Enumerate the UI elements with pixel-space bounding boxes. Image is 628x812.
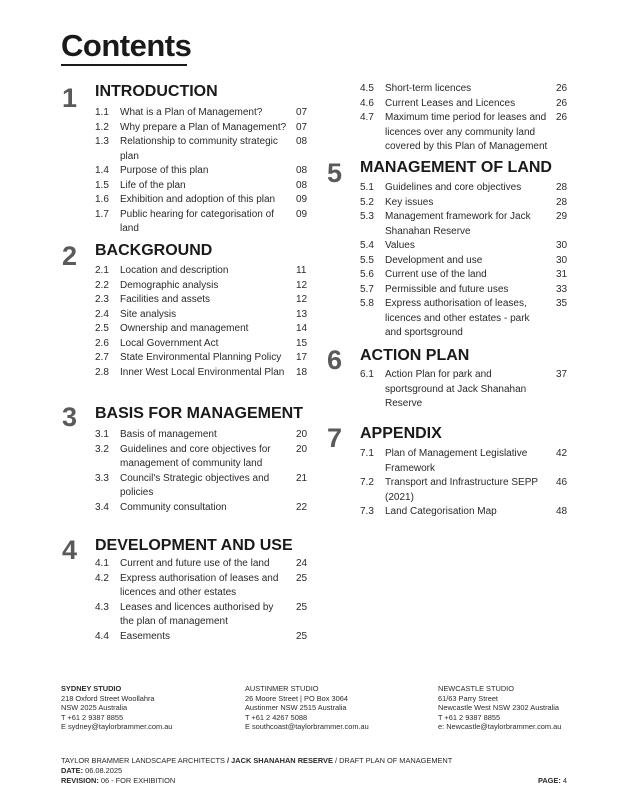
toc-entry[interactable] bbox=[95, 322, 312, 337]
toc-entry-title bbox=[120, 106, 262, 121]
toc-entry-number: 2.8 bbox=[95, 366, 109, 378]
section-title: DEVELOPMENT AND USE bbox=[95, 537, 293, 554]
toc-entry-number: 6.1 bbox=[360, 369, 374, 380]
studio-name: AUSTINMER STUDIO bbox=[245, 684, 319, 693]
toc-entry-title-line: Demographic analysis bbox=[120, 279, 219, 291]
toc-entry-title-line: Public hearing for categorisation of bbox=[120, 208, 274, 220]
studio-address-line: E southcoast@taylorbrammer.com.au bbox=[245, 722, 369, 732]
toc-entry-title-line: Reserve bbox=[385, 398, 423, 409]
toc-entry-title bbox=[385, 447, 527, 476]
toc-entry-title bbox=[385, 210, 531, 239]
toc-entry[interactable] bbox=[95, 337, 312, 352]
company-name: TAYLOR BRAMMER LANDSCAPE ARCHITECTS bbox=[61, 756, 225, 765]
toc-entry-number: 1.2 bbox=[95, 121, 109, 133]
section-number: 3 bbox=[62, 402, 78, 432]
toc-entry[interactable] bbox=[95, 193, 312, 208]
toc-entry[interactable] bbox=[360, 283, 572, 298]
toc-entry-page: 42 bbox=[556, 448, 568, 459]
meta-line-1 bbox=[61, 756, 452, 766]
toc-entry-page: 25 bbox=[296, 601, 308, 613]
toc-entry-title bbox=[385, 505, 497, 520]
toc-entry-number: 2.2 bbox=[95, 279, 109, 291]
toc-entry-page: 18 bbox=[296, 366, 308, 378]
toc-entry-page: 09 bbox=[296, 208, 308, 220]
toc-entry-number: 3.1 bbox=[95, 429, 109, 440]
toc-entry-title-line: Framework bbox=[385, 462, 436, 474]
toc-entry-number: 1.4 bbox=[95, 165, 109, 176]
toc-entry-page: 11 bbox=[296, 265, 307, 276]
toc-entry-page: 25 bbox=[296, 630, 308, 642]
toc-entry-title-line: land bbox=[120, 223, 139, 234]
section-number: 4 bbox=[62, 535, 78, 565]
page-label: PAGE: bbox=[537, 776, 561, 785]
toc-entry-title-line: Transport and Infrastructure SEPP bbox=[385, 477, 539, 488]
date-value: 06.08.2025 bbox=[83, 766, 123, 776]
toc-entry-title bbox=[120, 164, 208, 179]
toc-entry-number: 1.5 bbox=[95, 179, 109, 191]
toc-entry-page: 08 bbox=[296, 136, 308, 147]
toc-entry[interactable] bbox=[360, 254, 572, 269]
toc-entry-title-line: Shanahan Reserve bbox=[385, 225, 471, 237]
toc-entry[interactable] bbox=[360, 297, 572, 341]
toc-entry-number: 2.1 bbox=[95, 265, 109, 276]
toc-entry-title-line: licences over any community land bbox=[385, 126, 536, 138]
toc-entry-title-line: Express authorisation of leases and bbox=[120, 572, 279, 584]
toc-entry[interactable] bbox=[95, 472, 312, 501]
toc-entry-title bbox=[385, 196, 433, 211]
toc-entry-number: 4.3 bbox=[95, 601, 109, 613]
toc-entry-title-line: and sportsground bbox=[385, 327, 463, 338]
toc-entry-title bbox=[385, 111, 547, 155]
toc-entry-number: 4.6 bbox=[360, 97, 374, 109]
toc-entry-page: 24 bbox=[296, 558, 308, 569]
toc-entry-title bbox=[120, 366, 284, 381]
toc-entry-number: 5.4 bbox=[360, 240, 374, 251]
revision-value: 06 - FOR EXHIBITION bbox=[98, 776, 176, 786]
toc-entry-title-line: policies bbox=[120, 487, 154, 498]
toc-entry-title-line: covered by this Plan of Management bbox=[385, 141, 548, 152]
toc-entry-title bbox=[385, 283, 508, 298]
toc-entry[interactable] bbox=[95, 264, 312, 279]
toc-entry-title-line: Location and description bbox=[120, 265, 229, 276]
toc-entry-title bbox=[120, 630, 170, 645]
toc-entry-title-line: Plan of Management Legislative bbox=[385, 448, 528, 459]
toc-entry[interactable] bbox=[95, 179, 312, 194]
toc-entry[interactable] bbox=[95, 630, 312, 645]
section-title: APPENDIX bbox=[360, 425, 442, 442]
toc-entry[interactable] bbox=[95, 428, 312, 443]
toc-entry[interactable] bbox=[95, 572, 312, 601]
toc-entry[interactable] bbox=[95, 106, 312, 121]
studio-address-line: Austinmer NSW 2515 Australia bbox=[245, 703, 347, 713]
document-name: DRAFT PLAN OF MANAGEMENT bbox=[339, 756, 453, 765]
studio-address-line: T +61 2 9387 8855 bbox=[61, 712, 124, 722]
toc-entry-title-line: (2021) bbox=[385, 491, 414, 503]
toc-entry-page: 46 bbox=[556, 477, 568, 488]
toc-entry-page: 31 bbox=[556, 269, 568, 280]
toc-entry-title bbox=[120, 601, 273, 630]
toc-entry-title bbox=[120, 208, 274, 237]
toc-entry-number: 5.5 bbox=[360, 254, 374, 266]
toc-entry-number: 1.7 bbox=[95, 208, 109, 220]
studio-address-line: T +61 2 9387 8855 bbox=[438, 712, 501, 722]
toc-entry-title bbox=[120, 501, 227, 516]
toc-entry[interactable] bbox=[95, 293, 312, 308]
toc-entry[interactable] bbox=[360, 82, 572, 97]
toc-entry-number: 5.3 bbox=[360, 211, 374, 222]
toc-entry-title bbox=[120, 443, 271, 472]
toc-entry[interactable] bbox=[95, 351, 312, 366]
studio-address-line: 218 Oxford Street Woollahra bbox=[61, 693, 155, 703]
toc-entry-page: 15 bbox=[296, 337, 308, 349]
toc-entry-title-line: licences and other estates bbox=[120, 587, 237, 598]
toc-entry[interactable] bbox=[95, 366, 312, 381]
toc-entry-number: 3.3 bbox=[95, 472, 109, 484]
toc-entry-number: 2.6 bbox=[95, 337, 109, 349]
toc-entry-title bbox=[120, 472, 269, 501]
toc-entry-page: 21 bbox=[296, 472, 308, 484]
toc-entry-title-line: What is a Plan of Management? bbox=[120, 107, 263, 118]
toc-entry[interactable] bbox=[360, 476, 572, 505]
toc-entry-title-line: Development and use bbox=[385, 254, 483, 266]
toc-entry-title bbox=[385, 368, 526, 412]
toc-entry-title-line: Ownership and management bbox=[120, 323, 249, 334]
meta-separator: / bbox=[332, 756, 340, 765]
toc-entry-number: 1.6 bbox=[95, 194, 109, 205]
studio-address-line: E sydney@taylorbrammer.com.au bbox=[61, 722, 173, 732]
toc-entry-number: 4.4 bbox=[95, 630, 109, 642]
toc-entry[interactable] bbox=[95, 601, 312, 630]
studio-name: NEWCASTLE STUDIO bbox=[438, 684, 514, 693]
toc-entry-title bbox=[120, 322, 248, 337]
revision-label: REVISION: bbox=[61, 776, 99, 786]
toc-entry-number: 5.8 bbox=[360, 298, 374, 309]
toc-entry[interactable] bbox=[95, 308, 312, 323]
toc-entry-page: 33 bbox=[556, 283, 568, 295]
studio-address-block bbox=[438, 684, 561, 732]
toc-entry-page: 07 bbox=[296, 107, 308, 118]
toc-entry[interactable] bbox=[95, 135, 312, 164]
toc-entry-page: 09 bbox=[296, 194, 308, 205]
toc-entry-page: 26 bbox=[556, 83, 568, 94]
toc-entry-title-line: management of community land bbox=[120, 458, 263, 469]
toc-entry-title bbox=[120, 293, 210, 308]
toc-entry-title bbox=[385, 239, 415, 254]
toc-entry-title bbox=[385, 476, 538, 505]
section-number: 6 bbox=[327, 345, 343, 375]
toc-entry-title-line: Easements bbox=[120, 630, 171, 642]
toc-entry-title-line: Maximum time period for leases and bbox=[385, 112, 547, 123]
toc-entry-number: 7.1 bbox=[360, 448, 374, 459]
toc-entry-title-line: Purpose of this plan bbox=[120, 165, 209, 176]
toc-entry[interactable] bbox=[360, 181, 572, 196]
section-title: BACKGROUND bbox=[95, 242, 213, 259]
toc-entry-page: 37 bbox=[556, 369, 568, 380]
toc-entry-number: 4.5 bbox=[360, 83, 374, 94]
toc-entry-title bbox=[120, 572, 278, 601]
section-number: 1 bbox=[62, 83, 78, 113]
toc-entry-title-line: Exhibition and adoption of this plan bbox=[120, 194, 276, 205]
toc-entry[interactable] bbox=[360, 268, 572, 283]
section-title: ACTION PLAN bbox=[360, 347, 470, 364]
toc-entry-title-line: Leases and licences authorised by bbox=[120, 601, 274, 613]
toc-entry-title-line: Key issues bbox=[385, 196, 434, 208]
toc-entry-page: 17 bbox=[296, 352, 308, 363]
meta-line-3 bbox=[61, 776, 452, 786]
toc-entry-number: 4.1 bbox=[95, 558, 109, 569]
toc-entry[interactable] bbox=[95, 279, 312, 294]
toc-entry-page: 07 bbox=[296, 121, 308, 133]
toc-entry-title bbox=[120, 179, 186, 194]
toc-entry-title-line: Why prepare a Plan of Management? bbox=[120, 121, 287, 133]
meta-separator: / bbox=[225, 756, 232, 765]
toc-entry-number: 5.2 bbox=[360, 196, 374, 208]
toc-entry-number: 5.7 bbox=[360, 283, 374, 295]
page-title: Contents bbox=[61, 28, 192, 63]
toc-entry-title bbox=[120, 428, 217, 443]
toc-entry[interactable] bbox=[360, 196, 572, 211]
toc-entry-number: 2.7 bbox=[95, 352, 109, 363]
toc-entry-title-line: Life of the plan bbox=[120, 179, 186, 191]
toc-entry[interactable] bbox=[360, 210, 572, 239]
toc-entry-title-line: State Environmental Planning Policy bbox=[120, 352, 282, 363]
toc-entry-number: 3.4 bbox=[95, 501, 109, 513]
toc-entry[interactable] bbox=[95, 443, 312, 472]
toc-entry-title-line: Action Plan for park and bbox=[385, 369, 492, 380]
toc-entry-title-line: Express authorisation of leases, bbox=[385, 298, 527, 309]
toc-entry-number: 1.1 bbox=[95, 107, 109, 118]
toc-entry-title-line: Relationship to community strategic bbox=[120, 136, 278, 147]
section-number: 7 bbox=[327, 423, 343, 453]
toc-entry-title-line: plan bbox=[120, 150, 139, 162]
toc-entry-number: 3.2 bbox=[95, 443, 109, 455]
toc-entry-title-line: Short-term licences bbox=[385, 83, 472, 94]
toc-entry-page: 13 bbox=[296, 308, 308, 320]
toc-entry-page: 14 bbox=[296, 323, 308, 334]
toc-entry[interactable] bbox=[360, 97, 572, 112]
toc-entry-title bbox=[385, 82, 471, 97]
toc-entry-page: 20 bbox=[296, 443, 308, 455]
toc-entry-title-line: Current and future use of the land bbox=[120, 558, 270, 569]
toc-entry-page: 22 bbox=[296, 501, 308, 513]
toc-entry[interactable] bbox=[360, 447, 572, 476]
toc-entry[interactable] bbox=[95, 208, 312, 237]
toc-entry-title-line: sportsground at Jack Shanahan bbox=[385, 383, 527, 395]
toc-entry-title bbox=[385, 297, 530, 341]
toc-entry-number: 2.3 bbox=[95, 294, 109, 305]
toc-entry-title-line: Guidelines and core objectives for bbox=[120, 443, 271, 455]
date-label: DATE: bbox=[61, 766, 84, 776]
toc-entry-title-line: Basis of management bbox=[120, 429, 217, 440]
section-title: BASIS FOR MANAGEMENT bbox=[95, 405, 303, 422]
toc-entry-page: 35 bbox=[556, 298, 568, 309]
toc-entry-title-line: Local Government Act bbox=[120, 337, 219, 349]
toc-entry-number: 2.4 bbox=[95, 308, 109, 320]
toc-entry-number: 7.2 bbox=[360, 477, 374, 488]
toc-entry-number: 5.6 bbox=[360, 269, 374, 280]
toc-entry[interactable] bbox=[360, 111, 572, 155]
toc-entry-page: 26 bbox=[556, 112, 568, 123]
section-number: 2 bbox=[62, 241, 78, 271]
toc-entry[interactable] bbox=[95, 501, 312, 516]
toc-entry-title bbox=[120, 264, 228, 279]
toc-entry-page: 25 bbox=[296, 572, 308, 584]
toc-entry-title bbox=[120, 351, 281, 366]
studio-address-line: Newcastle West NSW 2302 Australia bbox=[438, 703, 560, 713]
toc-entry-title bbox=[385, 268, 487, 283]
meta-line-2 bbox=[61, 766, 452, 776]
toc-entry-title-line: Inner West Local Environmental Plan bbox=[120, 366, 285, 378]
section-title: INTRODUCTION bbox=[95, 83, 218, 100]
toc-entry-page: 48 bbox=[556, 506, 568, 517]
toc-entry-title-line: Guidelines and core objectives bbox=[385, 182, 522, 193]
toc-entry-title-line: Current use of the land bbox=[385, 269, 487, 280]
toc-entry-page: 12 bbox=[296, 294, 308, 305]
toc-entry[interactable] bbox=[360, 505, 572, 520]
toc-entry-title bbox=[120, 193, 275, 208]
toc-entry-title-line: Council's Strategic objectives and bbox=[120, 472, 270, 484]
toc-entry-page: 30 bbox=[556, 240, 568, 251]
toc-entry-page: 28 bbox=[556, 196, 568, 208]
section-number: 5 bbox=[327, 158, 343, 188]
toc-entry-number: 2.5 bbox=[95, 323, 109, 334]
toc-entry-title-line: Management framework for Jack bbox=[385, 211, 531, 222]
toc-entry-page: 26 bbox=[556, 97, 568, 109]
page-number bbox=[538, 776, 567, 785]
studio-address-line: NSW 2025 Australia bbox=[61, 703, 128, 713]
toc-entry-number: 4.7 bbox=[360, 112, 374, 123]
toc-entry-title-line: Land Categorisation Map bbox=[385, 506, 497, 517]
page-value: 4 bbox=[560, 776, 567, 785]
studio-address-line: 26 Moore Street | PO Box 3064 bbox=[245, 693, 348, 703]
toc-entry[interactable] bbox=[360, 239, 572, 254]
document-meta bbox=[61, 756, 452, 787]
project-name: JACK SHANAHAN RESERVE bbox=[231, 756, 333, 765]
toc-entry[interactable] bbox=[360, 368, 572, 412]
section-title: MANAGEMENT OF LAND bbox=[360, 159, 552, 176]
toc-entry-title bbox=[385, 254, 482, 269]
title-underline bbox=[61, 64, 187, 66]
toc-entry-title-line: the plan of management bbox=[120, 616, 228, 627]
toc-entry-title-line: Permissible and future uses bbox=[385, 283, 509, 295]
toc-entry-page: 08 bbox=[296, 179, 308, 191]
toc-entry-title bbox=[120, 557, 270, 572]
toc-entry-page: 28 bbox=[556, 182, 568, 193]
studio-name: SYDNEY STUDIO bbox=[61, 684, 122, 693]
toc-entry-title-line: Facilities and assets bbox=[120, 294, 211, 305]
toc-entry-title-line: Community consultation bbox=[120, 501, 227, 513]
toc-entry-page: 08 bbox=[296, 165, 308, 176]
toc-entry-title-line: Current Leases and Licences bbox=[385, 97, 516, 109]
toc-entry-page: 29 bbox=[556, 211, 568, 222]
toc-entry[interactable] bbox=[95, 121, 312, 136]
toc-entry-number: 5.1 bbox=[360, 182, 374, 193]
toc-entry-page: 12 bbox=[296, 279, 308, 291]
toc-entry-page: 20 bbox=[296, 429, 308, 440]
studio-address-line: T +61 2 4267 5088 bbox=[245, 712, 308, 722]
toc-entry-title-line: licences and other estates - park bbox=[385, 312, 530, 324]
toc-entry[interactable] bbox=[95, 164, 312, 179]
toc-entry-page: 30 bbox=[556, 254, 568, 266]
toc-entry-title bbox=[120, 308, 176, 323]
studio-address-line: 61/63 Parry Street bbox=[438, 693, 498, 703]
toc-entry-title bbox=[120, 135, 278, 164]
studio-address-block bbox=[61, 684, 172, 732]
toc-entry-title bbox=[385, 181, 521, 196]
toc-entry-title bbox=[120, 121, 286, 136]
toc-entry-title bbox=[120, 337, 218, 352]
toc-entry-number: 1.3 bbox=[95, 136, 109, 147]
toc-entry-title-line: Site analysis bbox=[120, 308, 177, 320]
studio-address-block bbox=[245, 684, 369, 732]
toc-entry-number: 4.2 bbox=[95, 572, 109, 584]
studio-address-line: e: Newcastle@taylorbrammer.com.au bbox=[438, 722, 562, 732]
toc-entry-number: 7.3 bbox=[360, 506, 374, 517]
toc-entry-title bbox=[385, 97, 515, 112]
toc-entry-title bbox=[120, 279, 218, 294]
toc-entry[interactable] bbox=[95, 557, 312, 572]
toc-entry-title-line: Values bbox=[385, 240, 415, 251]
